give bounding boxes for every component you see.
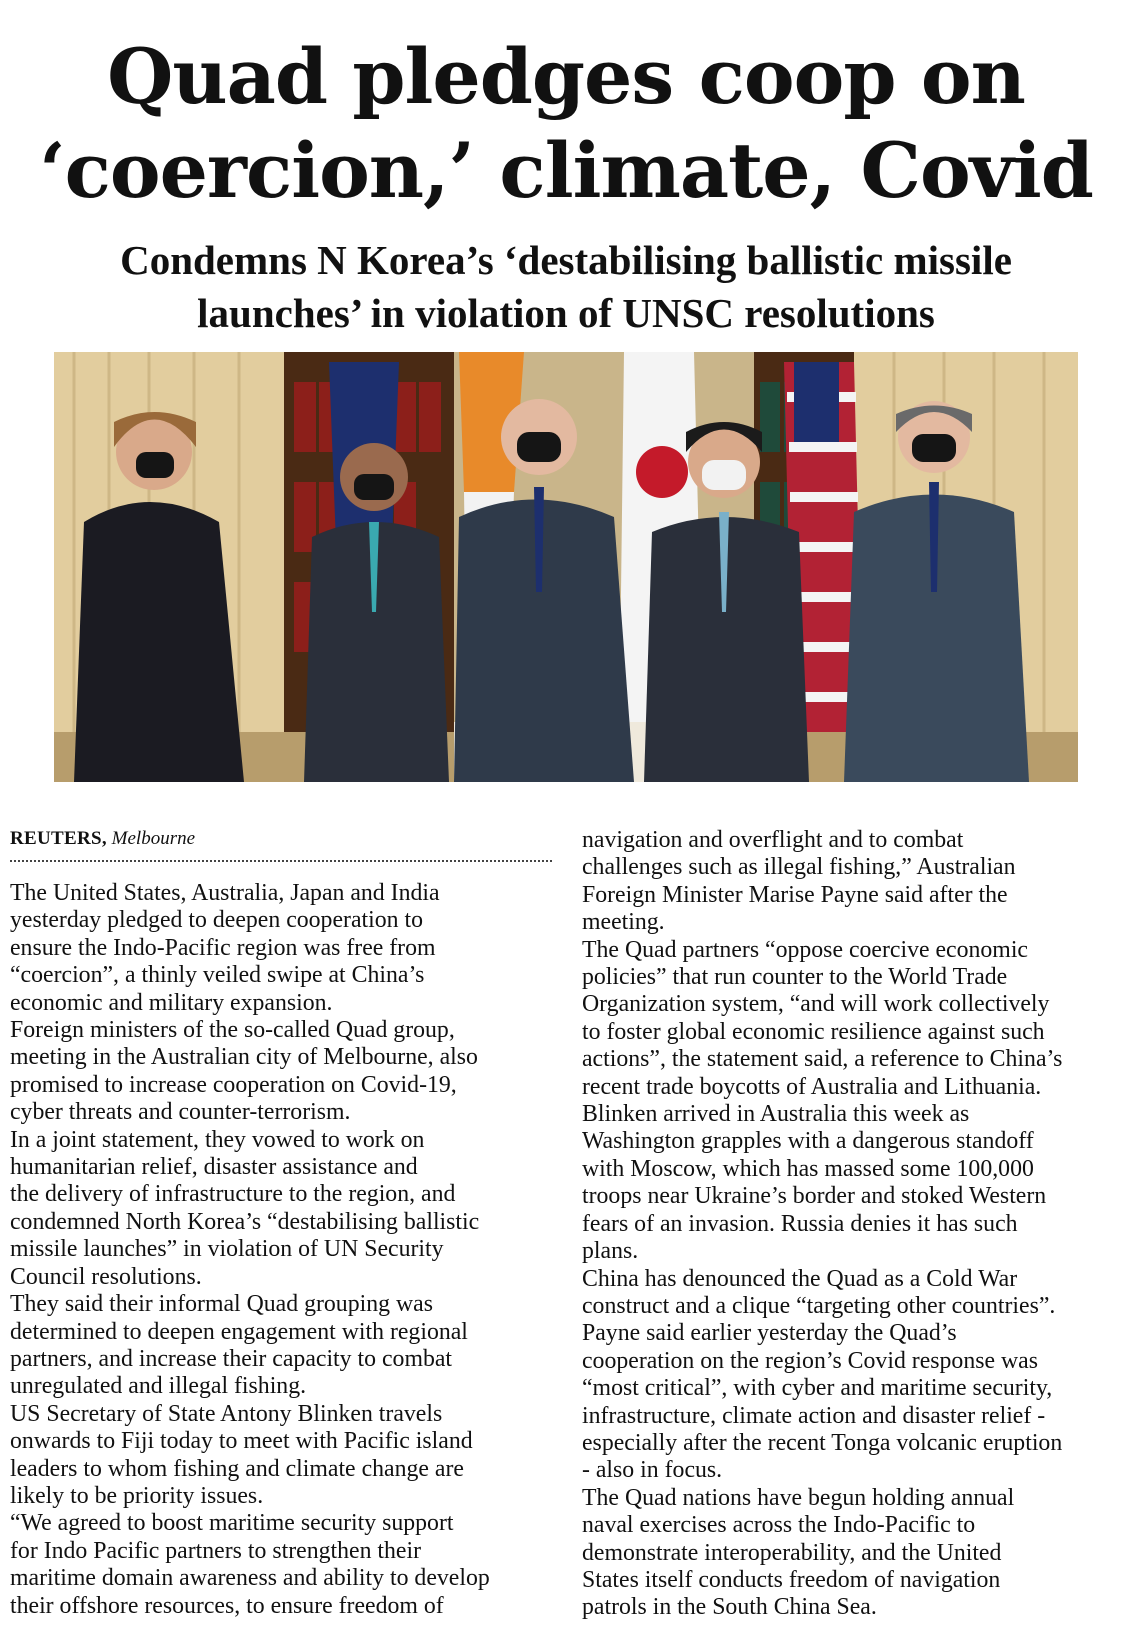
- article-line: unregulated and illegal fishing.: [10, 1373, 307, 1400]
- article-line: construct and a clique “targeting other countries”.: [582, 1292, 1056, 1319]
- article-line: especially after the recent Tonga volcanic eruption: [582, 1429, 1063, 1456]
- article-line: to foster global economic resilience against such: [582, 1018, 1045, 1045]
- article-line: leaders to whom fishing and climate change are: [10, 1455, 464, 1482]
- article-line: fears of an invasion. Russia denies it has such: [582, 1210, 1018, 1237]
- article-line: Payne said earlier yesterday the Quad’s: [582, 1320, 957, 1347]
- byline-agency: REUTERS,: [10, 828, 107, 849]
- subheadline-line-2: launches’ in violation of UNSC resolutions: [197, 290, 935, 336]
- article-line: US Secretary of State Antony Blinken travels: [10, 1400, 443, 1427]
- article-line: The Quad partners “oppose coercive economic: [582, 936, 1028, 963]
- article-line: - also in focus.: [582, 1457, 723, 1484]
- article-line: navigation and overflight and to combat: [582, 827, 964, 853]
- article-line: likely to be priority issues.: [10, 1482, 264, 1509]
- article-line: onwards to Fiji today to meet with Pacific island: [10, 1428, 473, 1455]
- article-line: They said their informal Quad grouping was: [10, 1291, 433, 1318]
- article-line: yesterday pledged to deepen cooperation to: [10, 907, 423, 934]
- article-column-2: [582, 827, 1127, 1622]
- article-line: condemned North Korea’s “destabilising ballistic: [10, 1208, 480, 1235]
- article-line: policies” that run counter to the World Trade: [582, 964, 1008, 991]
- article-line: meeting.: [582, 909, 665, 936]
- group-photo-icon: [54, 352, 1078, 782]
- article-line: Washington grapples with a dangerous standoff: [582, 1128, 1034, 1155]
- article-line: promised to increase cooperation on Covid-19,: [10, 1071, 457, 1098]
- article-line: “coercion”, a thinly veiled swipe at China’s: [10, 962, 425, 989]
- article-line: the delivery of infrastructure to the region, and: [10, 1181, 456, 1208]
- article-line: The United States, Australia, Japan and India: [10, 880, 440, 906]
- article-line: naval exercises across the Indo-Pacific to: [582, 1512, 976, 1539]
- article-line: In a joint statement, they vowed to work on: [10, 1126, 425, 1153]
- subheadline: [0, 234, 1132, 340]
- headline: [0, 30, 1132, 218]
- article-line: humanitarian relief, disaster assistance and: [10, 1154, 418, 1181]
- article-line: partners, and increase their capacity to combat: [10, 1345, 453, 1372]
- article-line: demonstrate interoperability, and the United: [582, 1539, 1002, 1566]
- group-photo: [54, 352, 1078, 782]
- article-column-1: [10, 880, 555, 1620]
- article-line: challenges such as illegal fishing,” Australian: [582, 854, 1016, 881]
- article-line: plans.: [582, 1238, 639, 1265]
- article-line: their offshore resources, to ensure freedom of: [10, 1592, 444, 1619]
- article-line: infrastructure, climate action and disaster relief -: [582, 1402, 1046, 1429]
- article-line: actions”, the statement said, a reference to China’s: [582, 1046, 1063, 1073]
- article-line: Foreign ministers of the so-called Quad group,: [10, 1017, 455, 1044]
- article-line: recent trade boycotts of Australia and Lithuania.: [582, 1073, 1042, 1100]
- article-line: Blinken arrived in Australia this week as: [582, 1101, 970, 1128]
- byline-divider: [10, 860, 552, 862]
- article-line: determined to deepen engagement with regional: [10, 1318, 468, 1345]
- headline-line-2: ‘coercion,’ climate, Covid: [39, 126, 1093, 215]
- article-line: troops near Ukraine’s border and stoked Western: [582, 1183, 1047, 1210]
- article-line: China has denounced the Quad as a Cold War: [582, 1265, 1018, 1292]
- article-line: Foreign Minister Marise Payne said after the: [582, 881, 1008, 908]
- article-line: meeting in the Australian city of Melbourne, also: [10, 1044, 478, 1071]
- article-line: maritime domain awareness and ability to develop: [10, 1565, 490, 1592]
- article-line: with Moscow, which has massed some 100,000: [582, 1155, 1034, 1182]
- article-line: ensure the Indo-Pacific region was free from: [10, 934, 436, 961]
- byline-place: Melbourne: [111, 828, 196, 849]
- article-line: for Indo Pacific partners to strengthen their: [10, 1537, 422, 1564]
- article-line: “most critical”, with cyber and maritime security,: [582, 1375, 1053, 1402]
- article-line: cooperation on the region’s Covid response was: [582, 1347, 1039, 1374]
- article-line: missile launches” in violation of UN Security: [10, 1236, 444, 1263]
- article-line: “We agreed to boost maritime security support: [10, 1510, 454, 1537]
- article-line: Council resolutions.: [10, 1263, 202, 1290]
- article-line: States itself conducts freedom of navigation: [582, 1566, 1001, 1593]
- article-line: cyber threats and counter-terrorism.: [10, 1099, 351, 1126]
- headline-line-1: Quad pledges coop on: [107, 32, 1025, 121]
- article-line: The Quad nations have begun holding annual: [582, 1484, 1015, 1511]
- article-line: Organization system, “and will work collectively: [582, 991, 1050, 1018]
- article-line: economic and military expansion.: [10, 989, 333, 1016]
- subheadline-line-1: Condemns N Korea’s ‘destabilising ballistic missile: [120, 237, 1012, 283]
- byline: [10, 828, 195, 850]
- article-line: patrols in the South China Sea.: [582, 1594, 877, 1621]
